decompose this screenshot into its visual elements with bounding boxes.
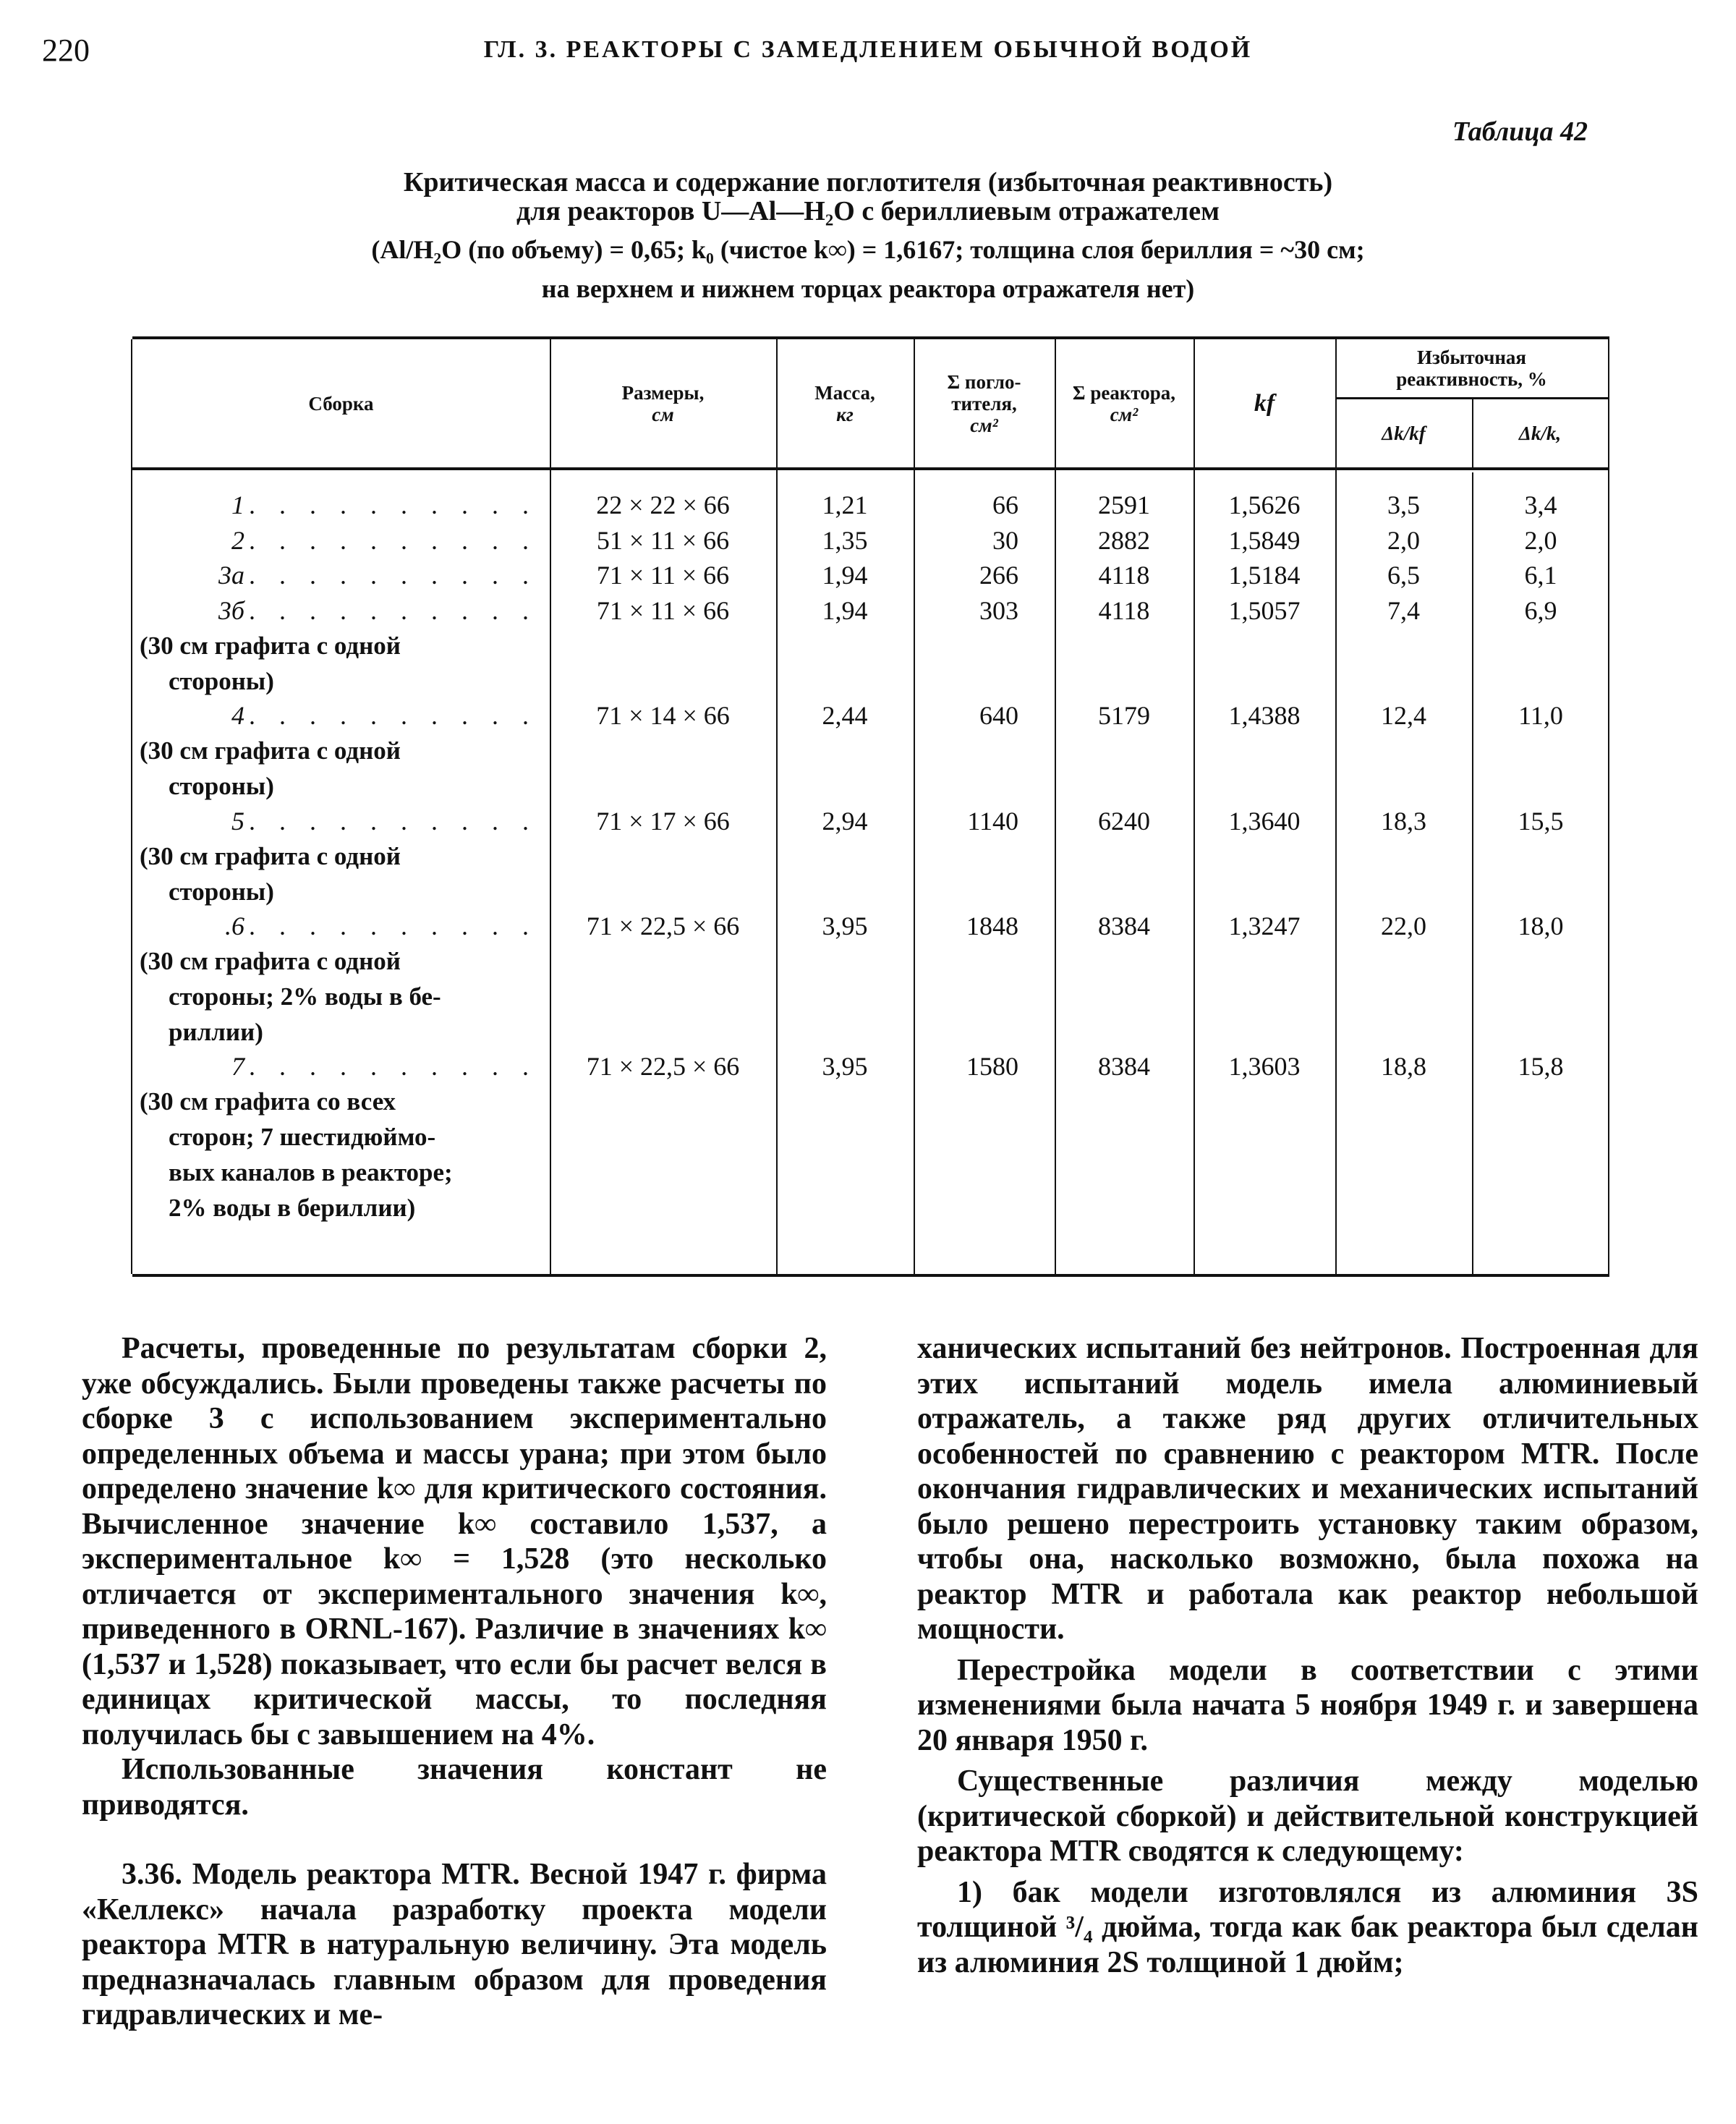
paragraph: Расчеты, проведенные по результатам сборки 2, уже обсуждались. Были проведены также расчеты по сборке 3 с использованием экспериментально определенных объема и массы урана; при этом было определено значение k∞ для критического состояния. Вычисленное значение k∞ составило 1,537, а экспериментальное k∞ = 1,528 (это несколько отличается от экспериментального значения k∞, приведенного в ORNL-167). Различие в значениях k∞ (1,537 и 1,528) показывает, что если бы расчет велся в единицах критической массы, то последняя получилась бы с завышением на 4%. — [82, 1332, 827, 1751]
dk-k-cell: 2,0 — [1524, 525, 1557, 555]
header-size-label: Размеры, — [621, 381, 705, 404]
reactor-cell: 2882 — [1098, 525, 1150, 555]
dk-kf-cell: 3,5 — [1387, 490, 1420, 519]
header-dk-k-label: Δk/k, — [1518, 422, 1562, 444]
dk-kf-cell: 22,0 — [1381, 912, 1426, 940]
section-heading: 3.36. Модель реактора MTR. — [122, 1858, 520, 1891]
mass-cell: 2,44 — [822, 701, 868, 730]
page-number: 220 — [42, 33, 90, 68]
size-cell: 71 × 11 × 66 — [596, 595, 730, 625]
header-rule — [132, 467, 1609, 470]
absorber-cell — [914, 523, 1047, 558]
dk-kf-cell: 18,8 — [1381, 1052, 1426, 1081]
leader-dots: . . . . . . . . . . — [249, 595, 537, 625]
header-excess-reactivity — [1335, 339, 1608, 397]
header-assembly — [132, 339, 550, 467]
header-absorber — [914, 339, 1055, 467]
note-line: сторон; 7 шестидюймо- — [169, 1123, 436, 1151]
kf-cell: 1,3247 — [1228, 912, 1301, 940]
table-label: Таблица 42 — [1452, 116, 1588, 147]
assembly-cell — [132, 804, 537, 909]
assembly-cell — [132, 488, 537, 522]
mass-cell: 2,94 — [822, 806, 868, 836]
dk-k-cell: 6,1 — [1524, 561, 1557, 590]
paragraph: ханических испытаний без нейтронов. Построенная для этих испытаний модель имела алюминиевый отражатель, а также ряд других отличительных особенностей по сравнению с реактором MTR. После окончания гидравлических и механических испытаний было решено перестроить установку таким образом, чтобы она, насколько возможно, была похожа на реактор MTR и работала как реактор небольшой мощности. — [917, 1332, 1698, 1646]
reactor-cell: 8384 — [1098, 1052, 1150, 1081]
dk-k-cell: 18,0 — [1518, 912, 1564, 940]
size-cell: 71 × 17 × 66 — [596, 806, 730, 836]
paragraph: Существенные различия между моделью (критической сборкой) и действительной конструкцией реактора MTR сводятся к следующему: — [917, 1764, 1698, 1868]
kf-cell: 1,5626 — [1228, 490, 1301, 519]
assembly-label — [132, 1049, 537, 1084]
note-line: (30 см графита со всех — [140, 1087, 396, 1116]
header-mass — [776, 339, 914, 467]
kf-cell: 1,3640 — [1228, 806, 1301, 836]
reactor-cell: 8384 — [1098, 912, 1150, 940]
absorber-cell — [914, 698, 1047, 733]
assembly-cell — [132, 698, 537, 804]
header-absorber-label: Σ погло-тителя, — [947, 370, 1021, 415]
size-cell: 71 × 11 × 66 — [596, 561, 730, 590]
absorber-value: 1848 — [966, 912, 1018, 940]
assembly-label — [132, 698, 537, 733]
dk-k-cell: 6,9 — [1524, 595, 1557, 625]
assembly-label — [132, 909, 537, 943]
header-reactor-label: Σ реактора, — [1072, 381, 1176, 404]
assembly-cell — [132, 523, 537, 558]
absorber-value: 1580 — [966, 1052, 1018, 1081]
running-head: ГЛ. 3. РЕАКТОРЫ С ЗАМЕДЛЕНИЕМ ОБЫЧНОЙ ВОДОЙ — [483, 36, 1253, 63]
note-line: риллии) — [169, 1018, 263, 1046]
reactor-cell: 4118 — [1098, 595, 1150, 625]
table-subtitle-line: на верхнем и нижнем торцах реактора отражателя нет) — [541, 274, 1195, 303]
absorber-cell — [914, 488, 1047, 522]
assembly-cell — [132, 909, 537, 1050]
header-size-unit: см — [652, 403, 674, 425]
absorber-value: 30 — [992, 525, 1018, 555]
assembly-note — [132, 733, 534, 804]
leader-dots: . . . . . . . . . . — [249, 490, 537, 519]
table-subtitle — [0, 230, 1736, 308]
absorber-value: 1140 — [967, 806, 1018, 836]
leader-dots: . . . . . . . . . . — [249, 525, 537, 555]
dk-k-cell: 15,5 — [1518, 806, 1564, 836]
assembly-cell — [132, 593, 537, 699]
note-line: 2% воды в бериллии) — [169, 1194, 416, 1222]
table-title-line: для реакторов U—Al—H₂O с бериллиевым отражателем — [516, 196, 1220, 226]
header-dk-kf — [1335, 399, 1472, 467]
mass-cell: 3,95 — [822, 912, 868, 940]
dk-k-cell: 15,8 — [1518, 1052, 1564, 1081]
assembly-label — [132, 523, 537, 558]
header-reactor-unit: см² — [1110, 403, 1139, 425]
table-title-line: Критическая масса и содержание поглотителя (избыточная реактивность) — [403, 167, 1333, 197]
size-cell: 71 × 22,5 × 66 — [586, 1052, 740, 1081]
dk-kf-cell: 6,5 — [1387, 561, 1420, 590]
assembly-id: 1 — [231, 490, 244, 519]
table-title — [0, 168, 1736, 226]
header-excess-label: Избыточная реактивность, % — [1396, 347, 1547, 390]
mass-cell: 1,35 — [822, 525, 868, 555]
absorber-cell — [914, 1049, 1047, 1084]
section-text: Весной 1947 г. фирма «Келлекс» начала разработку проекта модели реактора MTR в натуральную величину. Эта модель предназначалась главным образом для проведения гидравлических и ме- — [82, 1858, 827, 2031]
note-line: стороны) — [169, 666, 274, 695]
note-line: стороны) — [169, 772, 274, 800]
assembly-label — [132, 558, 537, 592]
header-kf-label: kf — [1254, 389, 1275, 417]
header-size — [550, 339, 776, 467]
absorber-cell — [914, 909, 1047, 943]
assembly-label — [132, 488, 537, 522]
mass-cell: 1,21 — [822, 490, 868, 519]
right-column — [917, 1331, 1698, 1980]
kf-cell: 1,5184 — [1228, 561, 1301, 590]
note-line: стороны; 2% воды в бе- — [169, 982, 441, 1011]
dk-kf-cell: 7,4 — [1387, 595, 1420, 625]
assembly-id: 2 — [231, 525, 244, 555]
header-dk-k — [1472, 399, 1608, 467]
kf-cell: 1,5849 — [1228, 525, 1301, 555]
assembly-id: 7 — [231, 1052, 244, 1081]
assembly-note — [132, 628, 534, 699]
paragraph: Использованные значения констант не приводятся. — [82, 1753, 827, 1822]
absorber-cell — [914, 558, 1047, 592]
absorber-cell — [914, 804, 1047, 838]
critical-mass-table — [132, 336, 1609, 1277]
leader-dots: . . . . . . . . . . — [249, 912, 537, 940]
header-reactor — [1055, 339, 1194, 467]
assembly-note — [132, 838, 534, 909]
leader-dots: . . . . . . . . . . — [249, 561, 537, 590]
assembly-id: 5 — [231, 806, 244, 836]
reactor-cell: 4118 — [1098, 561, 1150, 590]
size-cell: 51 × 11 × 66 — [596, 525, 730, 555]
mass-cell: 1,94 — [822, 561, 868, 590]
note-line: (30 см графита с одной — [140, 947, 401, 975]
size-cell: 71 × 22,5 × 66 — [586, 912, 740, 940]
assembly-label — [132, 804, 537, 838]
size-cell: 71 × 14 × 66 — [596, 701, 730, 730]
assembly-cell — [132, 558, 537, 592]
reactor-cell: 6240 — [1098, 806, 1150, 836]
reactor-cell: 2591 — [1098, 490, 1150, 519]
absorber-value: 266 — [979, 561, 1018, 590]
note-line: (30 см графита с одной — [140, 841, 401, 870]
dk-kf-cell: 12,4 — [1381, 701, 1426, 730]
absorber-value: 303 — [979, 595, 1018, 625]
leader-dots: . . . . . . . . . . — [249, 806, 537, 836]
note-line: вых каналов в реакторе; — [169, 1158, 453, 1186]
header-kf — [1194, 339, 1335, 467]
table-subtitle-line: (Al/H₂O (по объему) = 0,65; k₀ (чистое k∞) = 1,6167; толщина слоя бериллия = ~30 см; — [371, 235, 1365, 264]
header-mass-unit: кг — [836, 403, 854, 425]
list-item: 1) бак модели изготовлялся из алюминия 3S толщиной ³/₄ дюйма, тогда как бак реактора был сделан из алюминия 2S толщиной 1 дюйм; — [917, 1875, 1698, 1979]
note-line: стороны) — [169, 877, 274, 906]
dk-kf-cell: 2,0 — [1387, 525, 1420, 555]
dk-k-cell: 3,4 — [1524, 490, 1557, 519]
assembly-id: 3б — [218, 595, 244, 625]
dk-k-cell: 11,0 — [1518, 701, 1563, 730]
section-paragraph — [82, 1857, 827, 2033]
kf-cell: 1,5057 — [1228, 595, 1301, 625]
assembly-label — [132, 593, 537, 628]
assembly-id: .6 — [225, 912, 244, 940]
mass-cell: 1,94 — [822, 595, 868, 625]
header-mass-label: Масса, — [814, 381, 875, 404]
header-absorber-unit: см² — [970, 414, 998, 436]
assembly-cell — [132, 1049, 537, 1225]
note-line: (30 см графита с одной — [140, 631, 401, 660]
assembly-note — [132, 1084, 534, 1225]
dk-kf-cell: 18,3 — [1381, 806, 1426, 836]
kf-cell: 1,4388 — [1228, 701, 1301, 730]
size-cell: 22 × 22 × 66 — [596, 490, 730, 519]
left-column — [82, 1331, 827, 2033]
leader-dots: . . . . . . . . . . — [249, 701, 537, 730]
absorber-cell — [914, 593, 1047, 628]
absorber-value: 66 — [992, 490, 1018, 519]
paragraph: Перестройка модели в соответствии с этими изменениями была начата 5 ноября 1949 г. и завершена 20 января 1950 г. — [917, 1653, 1698, 1757]
absorber-value: 640 — [979, 701, 1018, 730]
leader-dots: . . . . . . . . . . — [249, 1052, 537, 1081]
header-assembly-label: Сборка — [308, 392, 374, 415]
reactor-cell: 5179 — [1098, 701, 1150, 730]
note-line: (30 см графита с одной — [140, 736, 401, 765]
mass-cell: 3,95 — [822, 1052, 868, 1081]
assembly-id: 3а — [218, 561, 244, 590]
kf-cell: 1,3603 — [1228, 1052, 1301, 1081]
assembly-id: 4 — [231, 701, 244, 730]
assembly-note — [132, 943, 534, 1050]
header-dk-kf-label: Δk/kf — [1382, 422, 1426, 444]
